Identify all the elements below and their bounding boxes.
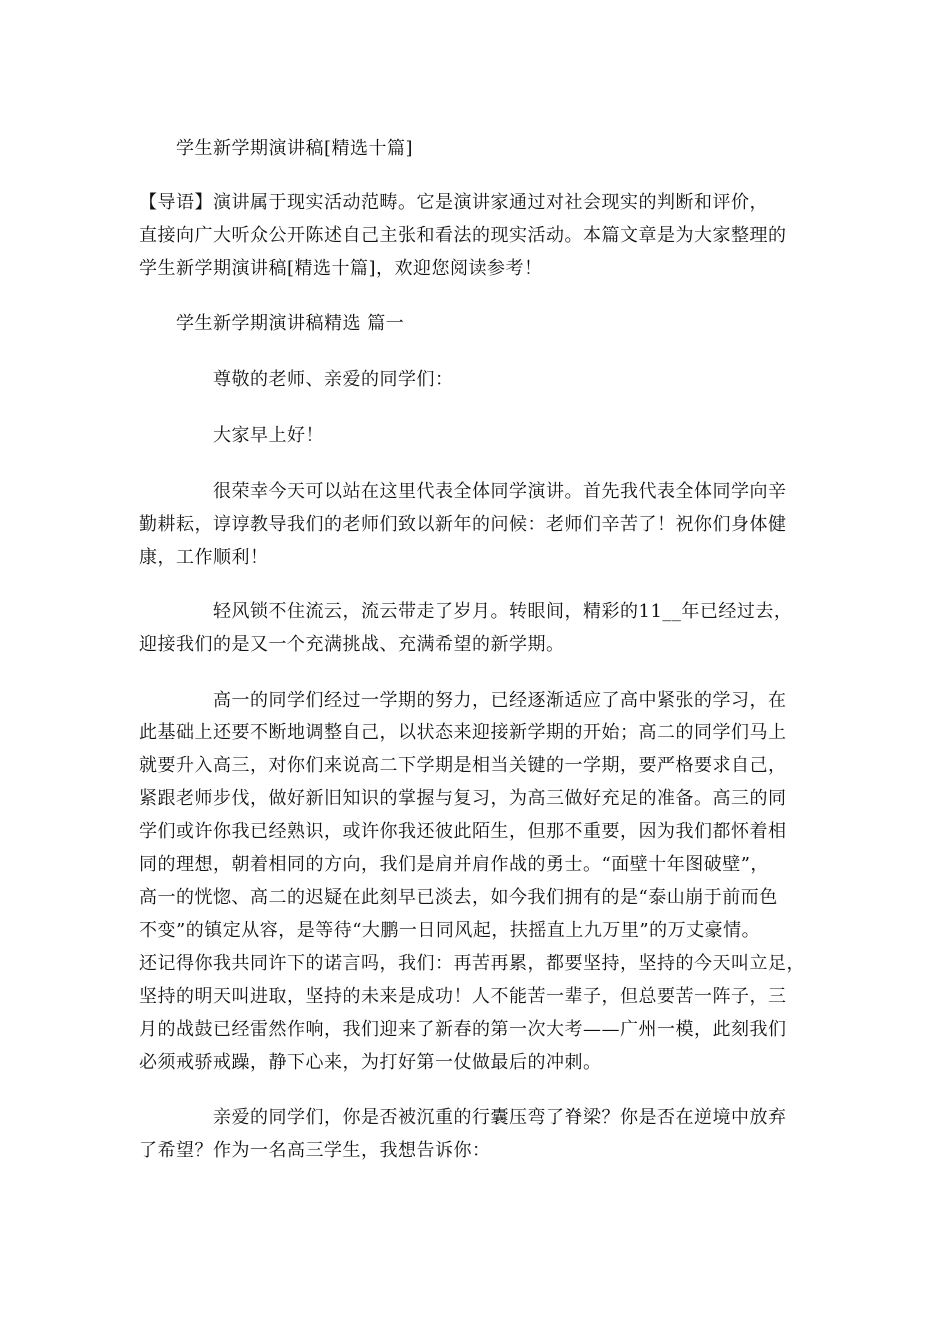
para3-line-5: 学们或许你我已经熟识，或许你我还彼此陌生，但那不重要，因为我们都怀着相 (139, 821, 787, 842)
salutation: 尊敬的老师、亲爱的同学们： (213, 369, 454, 390)
para3-line-8: 不变”的镇定从容，是等待“大鹏一日同风起，扶摇直上九万里”的万丈豪情。 (139, 920, 761, 941)
para3-line-6: 同的理想，朝着相同的方向，我们是肩并肩作战的勇士。“面壁十年图破壁”， (139, 854, 769, 875)
para3-line-4: 紧跟老师步伐，做好新旧知识的掌握与复习，为高三做好充足的准备。高三的同 (139, 788, 787, 809)
para3-line-12: 必须戒骄戒躁，静下心来，为打好第一仗做最后的冲刺。 (139, 1052, 602, 1073)
section-heading: 学生新学期演讲稿精选 篇一 (176, 313, 405, 334)
para1-line-3: 康，工作顺利！ (139, 547, 269, 568)
para1-line-2: 勤耕耘，谆谆教导我们的老师们致以新年的问候：老师们辛苦了！祝你们身体健 (139, 514, 787, 535)
para3-line-3: 就要升入高三，对你们来说高二下学期是相当关键的一学期，要严格要求自己， (139, 755, 787, 776)
para4-line-1: 亲爱的同学们，你是否被沉重的行囊压弯了脊梁？你是否在逆境中放弃 (213, 1107, 787, 1128)
para3-line-10: 坚持的明天叫进取，坚持的未来是成功！人不能苦一辈子，但总要苦一阵子，三 (139, 986, 787, 1007)
para3-line-7: 高一的恍惚、高二的迟疑在此刻早已淡去，如今我们拥有的是“泰山崩于前而色 (139, 887, 778, 908)
intro-line-2: 直接向广大听众公开陈述自己主张和看法的现实活动。本篇文章是为大家整理的 (139, 225, 787, 246)
para4-line-2: 了希望？作为一名高三学生，我想告诉你： (139, 1140, 491, 1161)
greeting: 大家早上好！ (213, 425, 324, 446)
document-title: 学生新学期演讲稿[精选十篇] (176, 138, 414, 159)
para2-line-2: 迎接我们的是又一个充满挑战、充满希望的新学期。 (139, 634, 565, 655)
para2-line-1: 轻风锁不住流云，流云带走了岁月。转眼间，精彩的11__年已经过去， (213, 601, 793, 622)
para1-line-1: 很荣幸今天可以站在这里代表全体同学演讲。首先我代表全体同学向辛 (213, 481, 787, 502)
para3-line-1: 高一的同学们经过一学期的努力，已经逐渐适应了高中紧张的学习，在 (213, 690, 787, 711)
intro-line-1: 【导语】演讲属于现实活动范畴。它是演讲家通过对社会现实的判断和评价， (139, 192, 768, 213)
para3-line-2: 此基础上还要不断地调整自己，以状态来迎接新学期的开始；高二的同学们马上 (139, 722, 787, 743)
para3-line-9: 还记得你我共同许下的诺言吗，我们：再苦再累，都要坚持，坚持的今天叫立足， (139, 953, 805, 974)
para3-line-11: 月的战鼓已经雷然作响，我们迎来了新春的第一次大考——广州一模，此刻我们 (139, 1019, 787, 1040)
intro-line-3: 学生新学期演讲稿[精选十篇]，欢迎您阅读参考！ (139, 258, 543, 279)
